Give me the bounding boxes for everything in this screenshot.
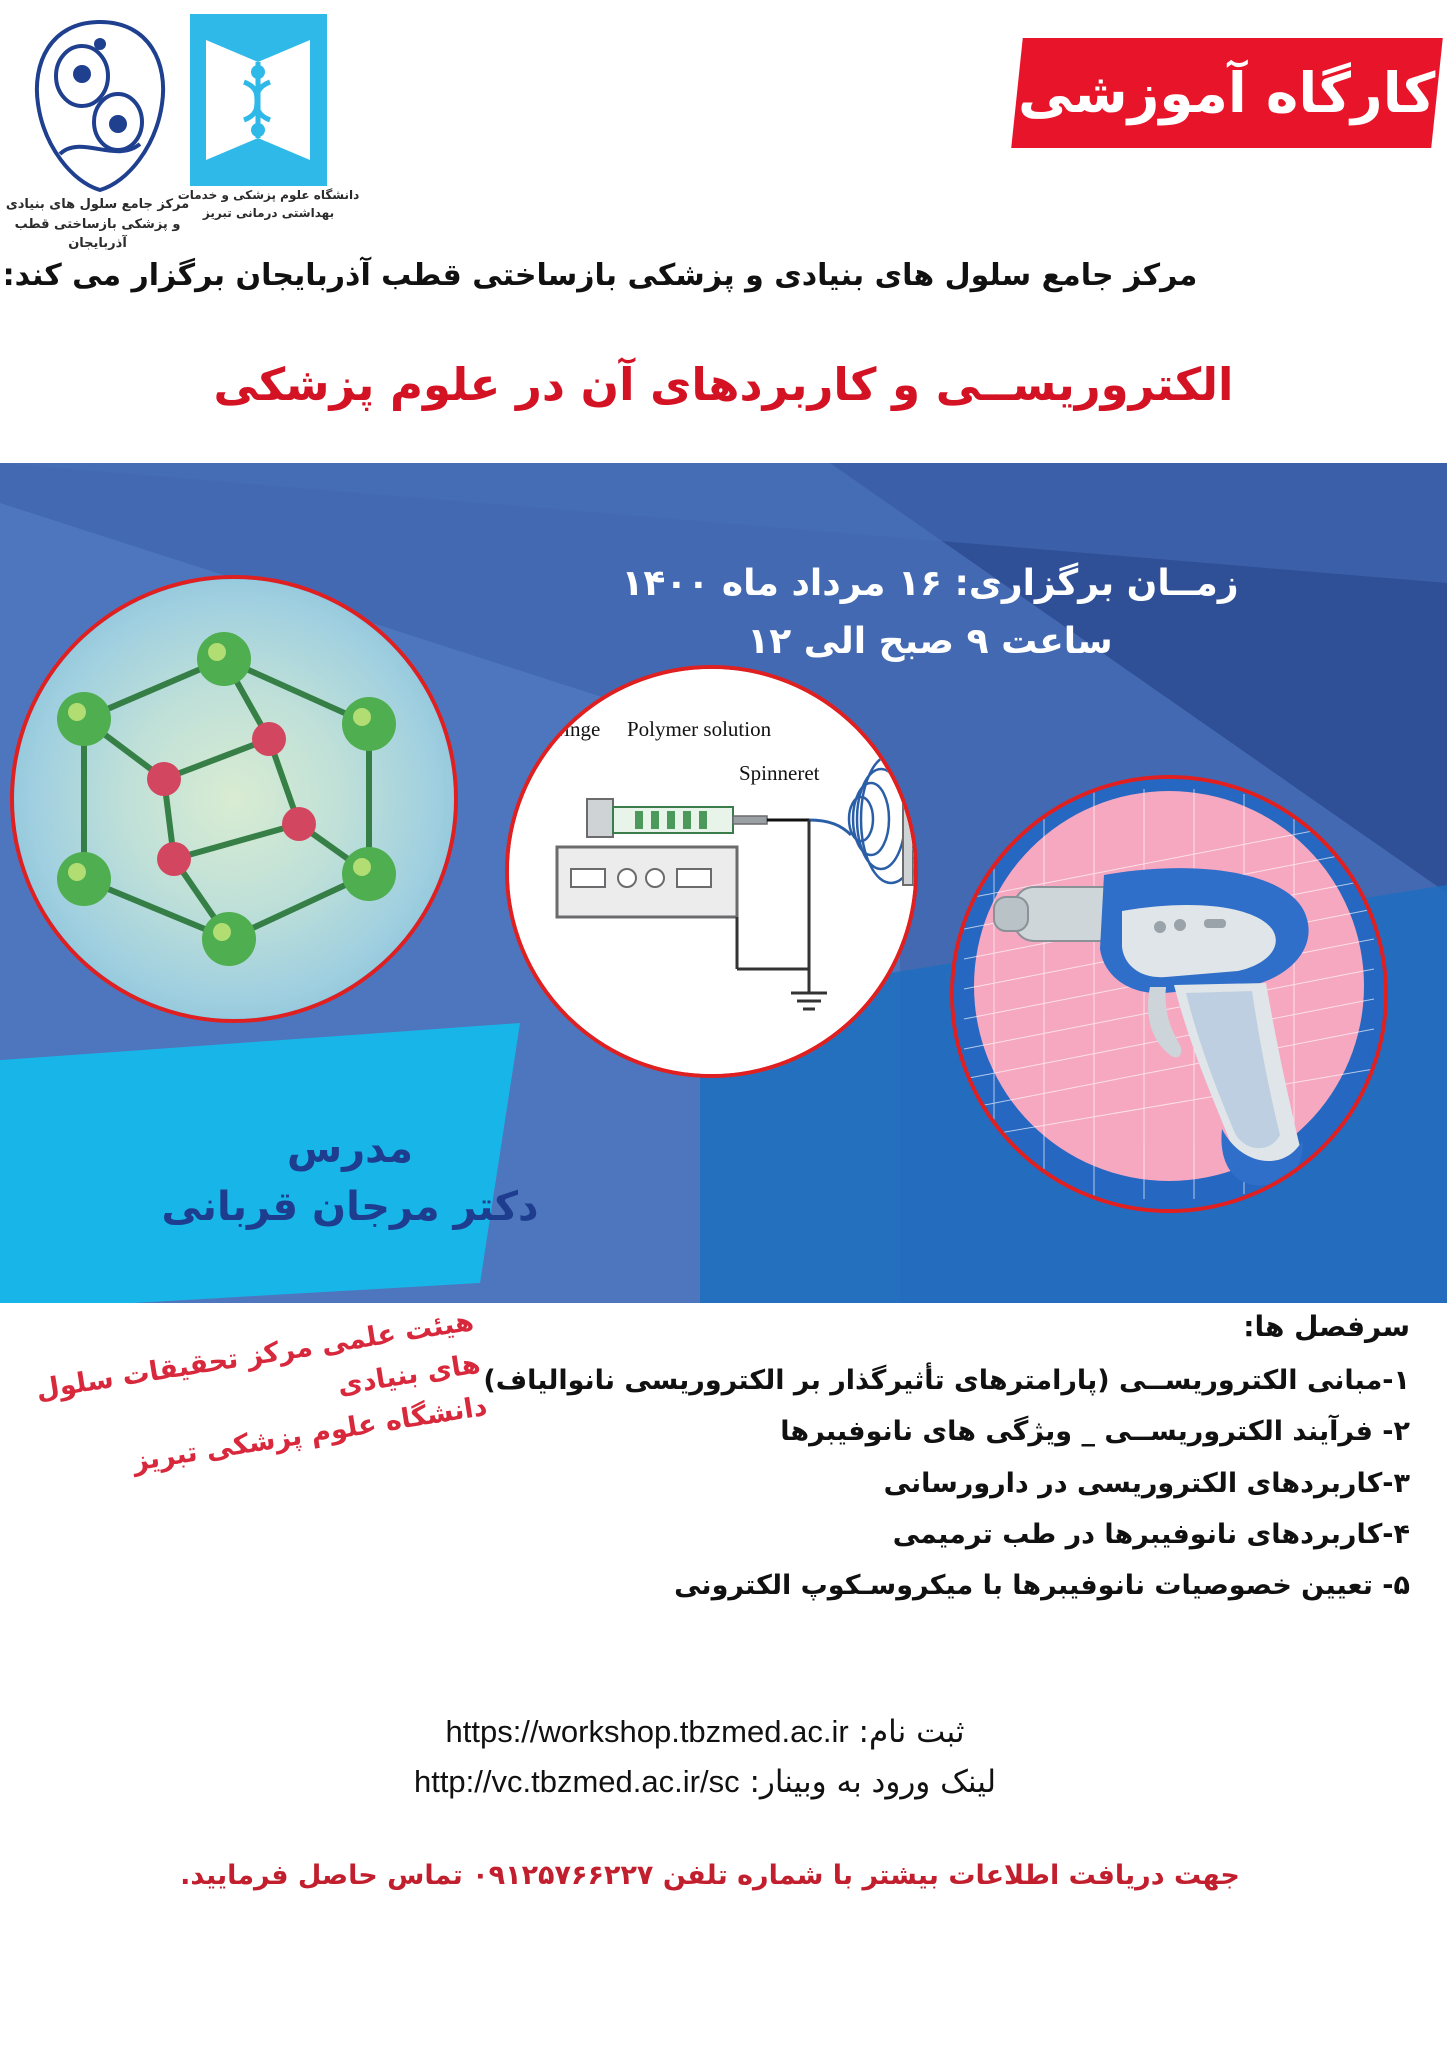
topic-item-3: ۳-کاربردهای الکتروریسی در دارورسانی (883, 1467, 1410, 1499)
instructor-block (120, 1120, 580, 1236)
page-title (0, 355, 1447, 416)
topics-list (0, 1300, 1410, 1612)
stem-cell-center-logo (20, 14, 180, 204)
schedule-date: زمــان برگزاری: ۱۶ مرداد ماه ۱۴۰۰ (621, 563, 1239, 604)
schematic-label-syringe: Syringe (535, 717, 601, 741)
contact-line: جهت دریافت اطلاعات بیشتر با شماره تلفن ۰۹۱۲۵۷۶۶۲۲۷ تماس حاصل فرمایید. (180, 1860, 1240, 1891)
instructor-name: دکتر مرجان قربانی (161, 1184, 539, 1230)
stem-cell-center-logo-caption: مرکز جامع سلول های بنیادی و پزشکی بازساختی قطب آذربایجان (5, 197, 190, 251)
schematic-label-polymer-solution: Polymer solution (627, 717, 772, 741)
figure-electrospinning-schematic (505, 665, 918, 1078)
page-title-text: الکتروریســی و کاربردهای آن در علوم پزشکی (213, 358, 1234, 411)
workshop-banner-label: کارگاه آموزشی (1018, 61, 1436, 125)
topic-item-1: ۱-مبانی الکتروریســی (پارامترهای تأثیرگذار بر الکتروریسی نانوالیاف) (483, 1365, 1410, 1397)
figure-molecular-lattice (10, 575, 458, 1023)
links-block (0, 1700, 1410, 1814)
webinar-row (0, 1764, 1410, 1800)
webinar-url[interactable]: http://vc.tbzmed.ac.ir/sc (413, 1764, 740, 1799)
organizer-line-text: مرکز جامع سلول های بنیادی و پزشکی بازساختی قطب آذربایجان برگزار می کند: (2, 258, 1198, 293)
poster-header (0, 0, 1447, 470)
instructor-role-label: مدرس (286, 1126, 414, 1172)
instructor-affiliation-line2: دانشگاه علوم پزشکی تبریز (130, 1391, 490, 1478)
topic-item-5: ۵- تعیین خصوصیات نانوفیبرها با میکروسـکوپ الکترونی (674, 1570, 1410, 1602)
topic-item-2: ۲- فرآیند الکتروریســی _ ویژگی های نانوفیبرها (780, 1416, 1410, 1448)
workshop-banner (1011, 38, 1443, 148)
webinar-label: لینک ورود به وبینار: (749, 1764, 997, 1800)
instructor-affiliation-line1: هیئت علمی مرکز تحقیقات سلول های بنیادی (33, 1305, 483, 1406)
schematic-canvas (509, 669, 914, 1074)
organizer-line (0, 258, 1400, 293)
figure-handheld-electrospinning-device (950, 775, 1388, 1213)
university-logo (186, 10, 331, 200)
schematic-label-spinneret: Spinneret (739, 761, 820, 785)
topics-heading: سرفصل ها: (1243, 1310, 1410, 1343)
university-logo-caption: دانشگاه علوم پزشکی و خدمات بهداشتی درمانی تبریز (177, 188, 360, 220)
registration-url[interactable]: https://workshop.tbzmed.ac.ir (445, 1714, 849, 1749)
topic-item-4: ۴-کاربردهای نانوفیبرها در طب ترمیمی (892, 1519, 1410, 1551)
schedule-time: ساعت ۹ صبح الی ۱۲ (747, 620, 1113, 662)
registration-label: ثبت نام: (858, 1714, 965, 1750)
registration-row (0, 1714, 1410, 1750)
